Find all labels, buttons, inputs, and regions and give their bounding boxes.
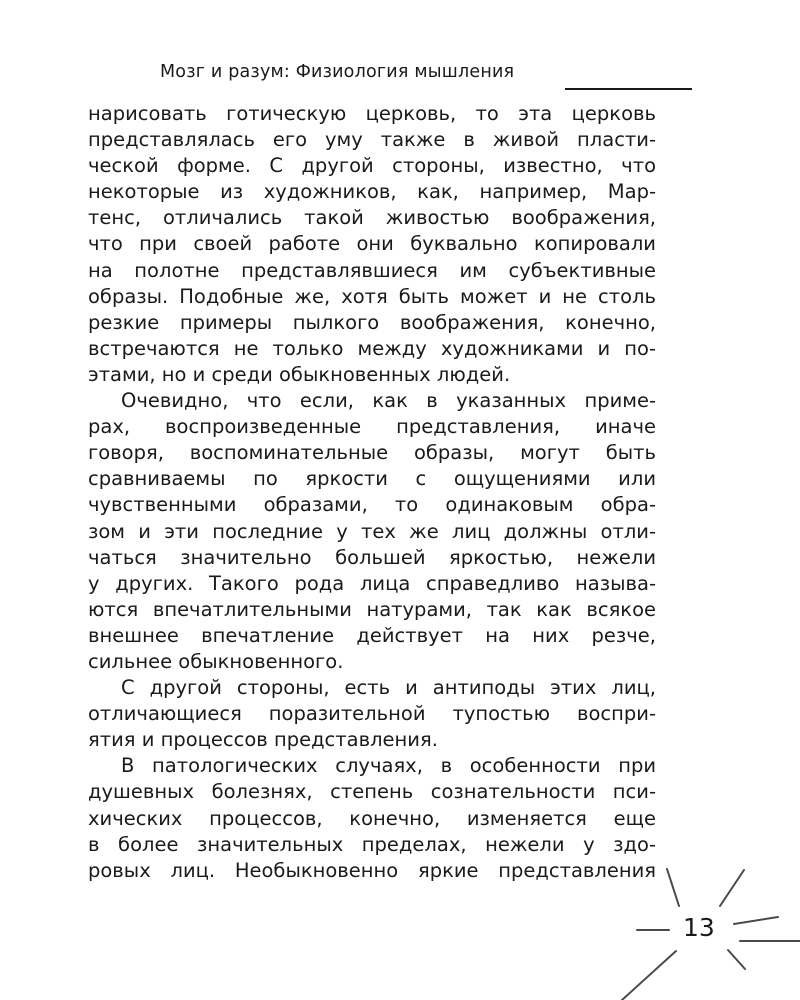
- text-line: на полотне представлявшиеся им субъективные: [88, 258, 656, 282]
- text-line: тенс, отличались такой живостью воображения,: [88, 206, 656, 230]
- text-line: образы. Подобные же, хотя быть может и не столь: [88, 284, 656, 308]
- text-line: В патологических случаях, в особенности при: [121, 754, 656, 778]
- text-line: говоря, воспоминательные образы, могут быть: [88, 441, 656, 465]
- ray-line: [720, 870, 744, 906]
- text-line: в более значительных пределах, нежели у здо-: [88, 832, 656, 856]
- text-line: С другой стороны, есть и антиподы этих лиц,: [121, 676, 656, 700]
- ray-line: [667, 869, 679, 906]
- ray-line: [728, 950, 745, 969]
- text-line: отличающиеся поразительной тупостью воспри-: [88, 702, 656, 726]
- text-line: душевных болезнях, степень сознательности пси-: [88, 780, 656, 804]
- text-line: чувственными образами, то одинаковым обра-: [88, 493, 656, 517]
- text-line: нарисовать готическую церковь, то эта церковь: [88, 102, 656, 125]
- text-line: сравниваемы по яркости с ощущениями или: [88, 467, 656, 491]
- text-line: ятия и процессов представления.: [88, 728, 438, 752]
- text-line: ческой форме. С другой стороны, известно, что: [88, 154, 656, 178]
- ray-line: [734, 917, 778, 924]
- text-line: этами, но и среди обыкновенных людей.: [88, 362, 511, 386]
- text-line: представлялась его уму также в живой пласти-: [88, 128, 656, 152]
- text-line: рах, воспроизведенные представления, иначе: [88, 415, 656, 439]
- text-line: резкие примеры пылкого воображения, конечно,: [88, 310, 656, 334]
- text-line: внешнее впечатление действует на них резче,: [88, 623, 656, 647]
- text-line: встречаются не только между художниками и по-: [88, 336, 656, 360]
- page-number: 13: [683, 913, 715, 942]
- text-line: некоторые из художников, как, например, Мар-: [88, 180, 656, 204]
- text-line: ются впечатлительными натурами, так как всякое: [88, 597, 656, 621]
- text-line: хических процессов, конечно, изменяется еще: [88, 806, 656, 830]
- text-line: Очевидно, что если, как в указанных приме-: [121, 389, 656, 413]
- running-title: Мозг и разум: Физиология мышления: [160, 62, 515, 82]
- text-line: зом и эти последние у тех же лиц должны отли-: [88, 519, 656, 543]
- text-line: сильнее обыкновенного.: [88, 649, 344, 673]
- text-line: у других. Такого рода лица справедливо называ-: [88, 571, 656, 595]
- ray-line: [622, 951, 676, 1000]
- text-line: чаться значительно большей яркостью, нежели: [88, 545, 656, 569]
- text-line: ровых лиц. Необыкновенно яркие представления: [88, 858, 656, 882]
- text-line: что при своей работе они буквально копировали: [88, 232, 656, 256]
